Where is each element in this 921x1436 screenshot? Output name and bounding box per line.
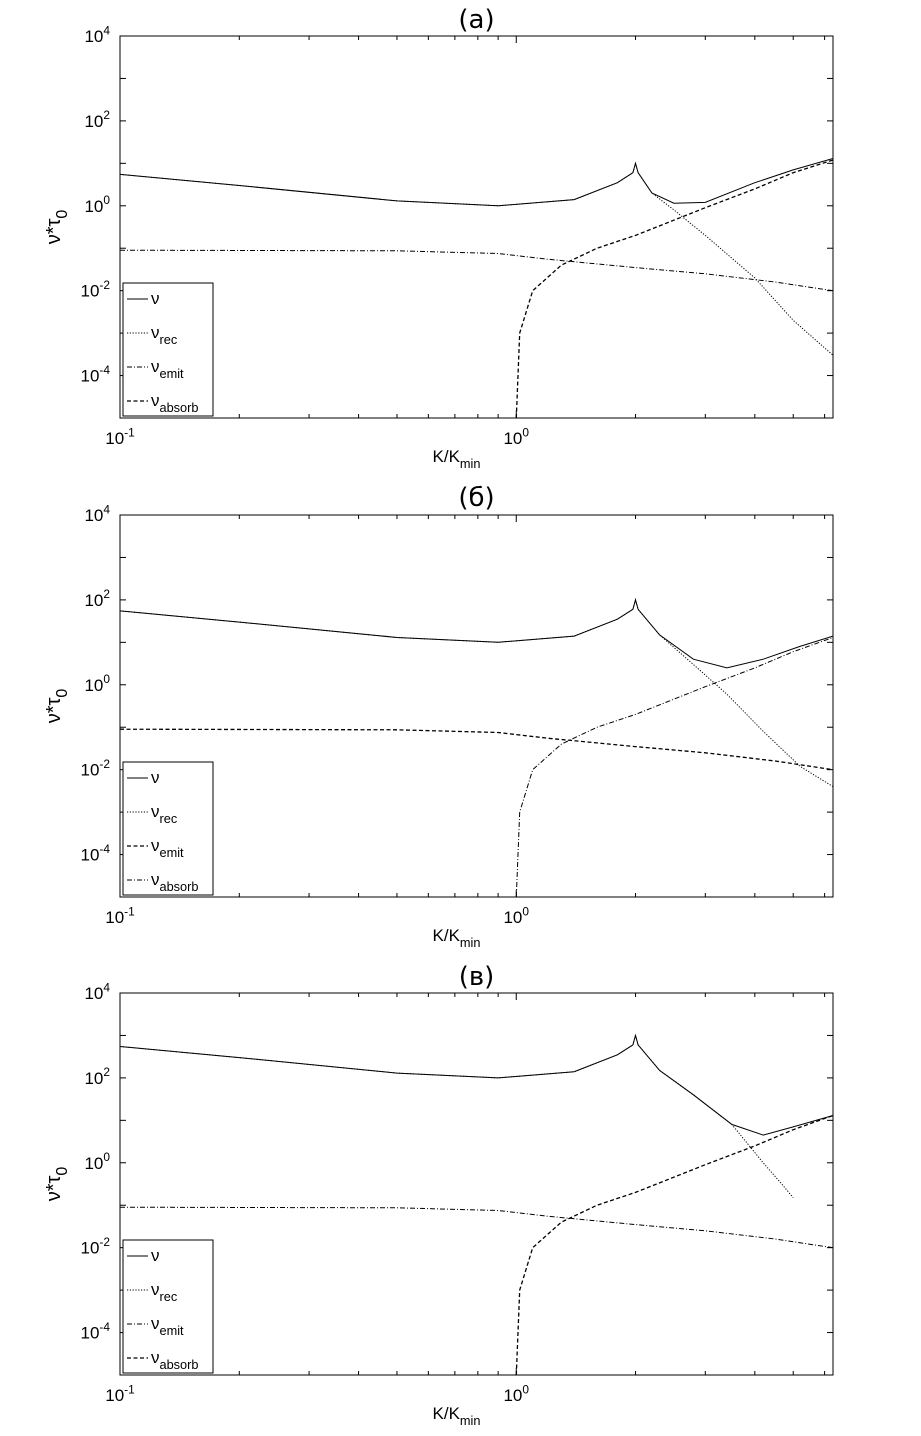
x-tick-label: $10^{-1}$ (105, 425, 135, 448)
legend-label: $\nu_{emit}$ (151, 1314, 184, 1338)
legend-label: ν (151, 289, 160, 308)
series-line-rec (120, 600, 833, 787)
y-tick-label: $10^0$ (84, 672, 110, 695)
series-line-total (120, 600, 833, 668)
chart-title: (а) (458, 5, 495, 35)
y-tick-label: $10^{-2}$ (80, 1235, 110, 1258)
legend-label: ν (151, 1246, 160, 1265)
legend-box (123, 762, 213, 895)
x-tick-label: $10^0$ (503, 904, 530, 927)
y-tick-label: $10^0$ (84, 1150, 110, 1173)
chart-panel-1 (43, 5, 833, 471)
x-tick-label: $10^{-1}$ (105, 904, 135, 927)
x-axis-label: $K/K_{min}$ (432, 447, 481, 471)
legend-label: $\nu_{rec}$ (151, 1280, 178, 1304)
chart-title: (б) (458, 483, 495, 513)
y-axis-label (43, 689, 71, 724)
series-line-rec (120, 163, 833, 355)
series-line-absorb (516, 1116, 833, 1376)
series-line-total (120, 1035, 833, 1135)
plot-frame (120, 515, 833, 897)
series-line-rec (120, 1035, 793, 1197)
plot-frame (120, 36, 833, 418)
legend-label: $\nu_{absorb}$ (151, 870, 199, 894)
y-tick-label: $10^2$ (84, 1065, 110, 1088)
legend-label: $\nu_{absorb}$ (151, 1348, 199, 1372)
y-tick-label: $10^{-2}$ (80, 757, 110, 780)
x-axis-label: $K/K_{min}$ (432, 1404, 481, 1428)
y-tick-label: $10^{-4}$ (80, 362, 110, 386)
legend (123, 283, 213, 416)
series-line-emit (120, 250, 833, 291)
y-tick-label: $10^{-2}$ (80, 278, 110, 301)
legend-label: $\nu_{emit}$ (151, 836, 184, 860)
y-tick-label: $10^2$ (84, 587, 110, 610)
legend-label: $\nu_{rec}$ (151, 323, 178, 347)
chart-panel-2 (43, 483, 833, 950)
legend-label: ν (151, 768, 160, 787)
x-tick-label: $10^0$ (503, 1382, 530, 1405)
x-axis-label: $K/K_{min}$ (432, 926, 481, 950)
y-axis-label-text: $\nu*\tau_0$ (43, 688, 71, 724)
plot-frame (120, 993, 833, 1375)
y-tick-label: $10^4$ (84, 502, 110, 525)
legend (123, 1240, 213, 1373)
y-axis-label (43, 210, 71, 245)
y-tick-label: $10^2$ (84, 108, 110, 131)
y-axis-label-text: $\nu*\tau_0$ (43, 1166, 71, 1202)
legend-label: $\nu_{absorb}$ (151, 391, 199, 415)
series-line-emit (120, 1207, 833, 1248)
series-line-absorb (516, 160, 833, 418)
y-tick-label: $10^0$ (84, 193, 110, 216)
chart-panel-3 (43, 962, 833, 1428)
legend-box (123, 1240, 213, 1373)
chart-title: (в) (458, 962, 495, 992)
legend-label: $\nu_{rec}$ (151, 802, 178, 826)
y-axis-label (43, 1167, 71, 1202)
y-tick-label: $10^4$ (84, 23, 110, 46)
series-line-emit (120, 729, 833, 770)
legend-box (123, 283, 213, 416)
legend (123, 762, 213, 895)
x-tick-label: $10^{-1}$ (105, 1382, 135, 1405)
series-line-absorb (516, 638, 833, 898)
y-tick-label: $10^4$ (84, 980, 110, 1003)
legend-label: $\nu_{emit}$ (151, 357, 184, 381)
y-tick-label: $10^{-4}$ (80, 1319, 110, 1343)
x-tick-label: $10^0$ (503, 425, 530, 448)
y-axis-label-text: $\nu*\tau_0$ (43, 209, 71, 245)
y-tick-label: $10^{-4}$ (80, 841, 110, 865)
series-line-total (120, 159, 833, 206)
